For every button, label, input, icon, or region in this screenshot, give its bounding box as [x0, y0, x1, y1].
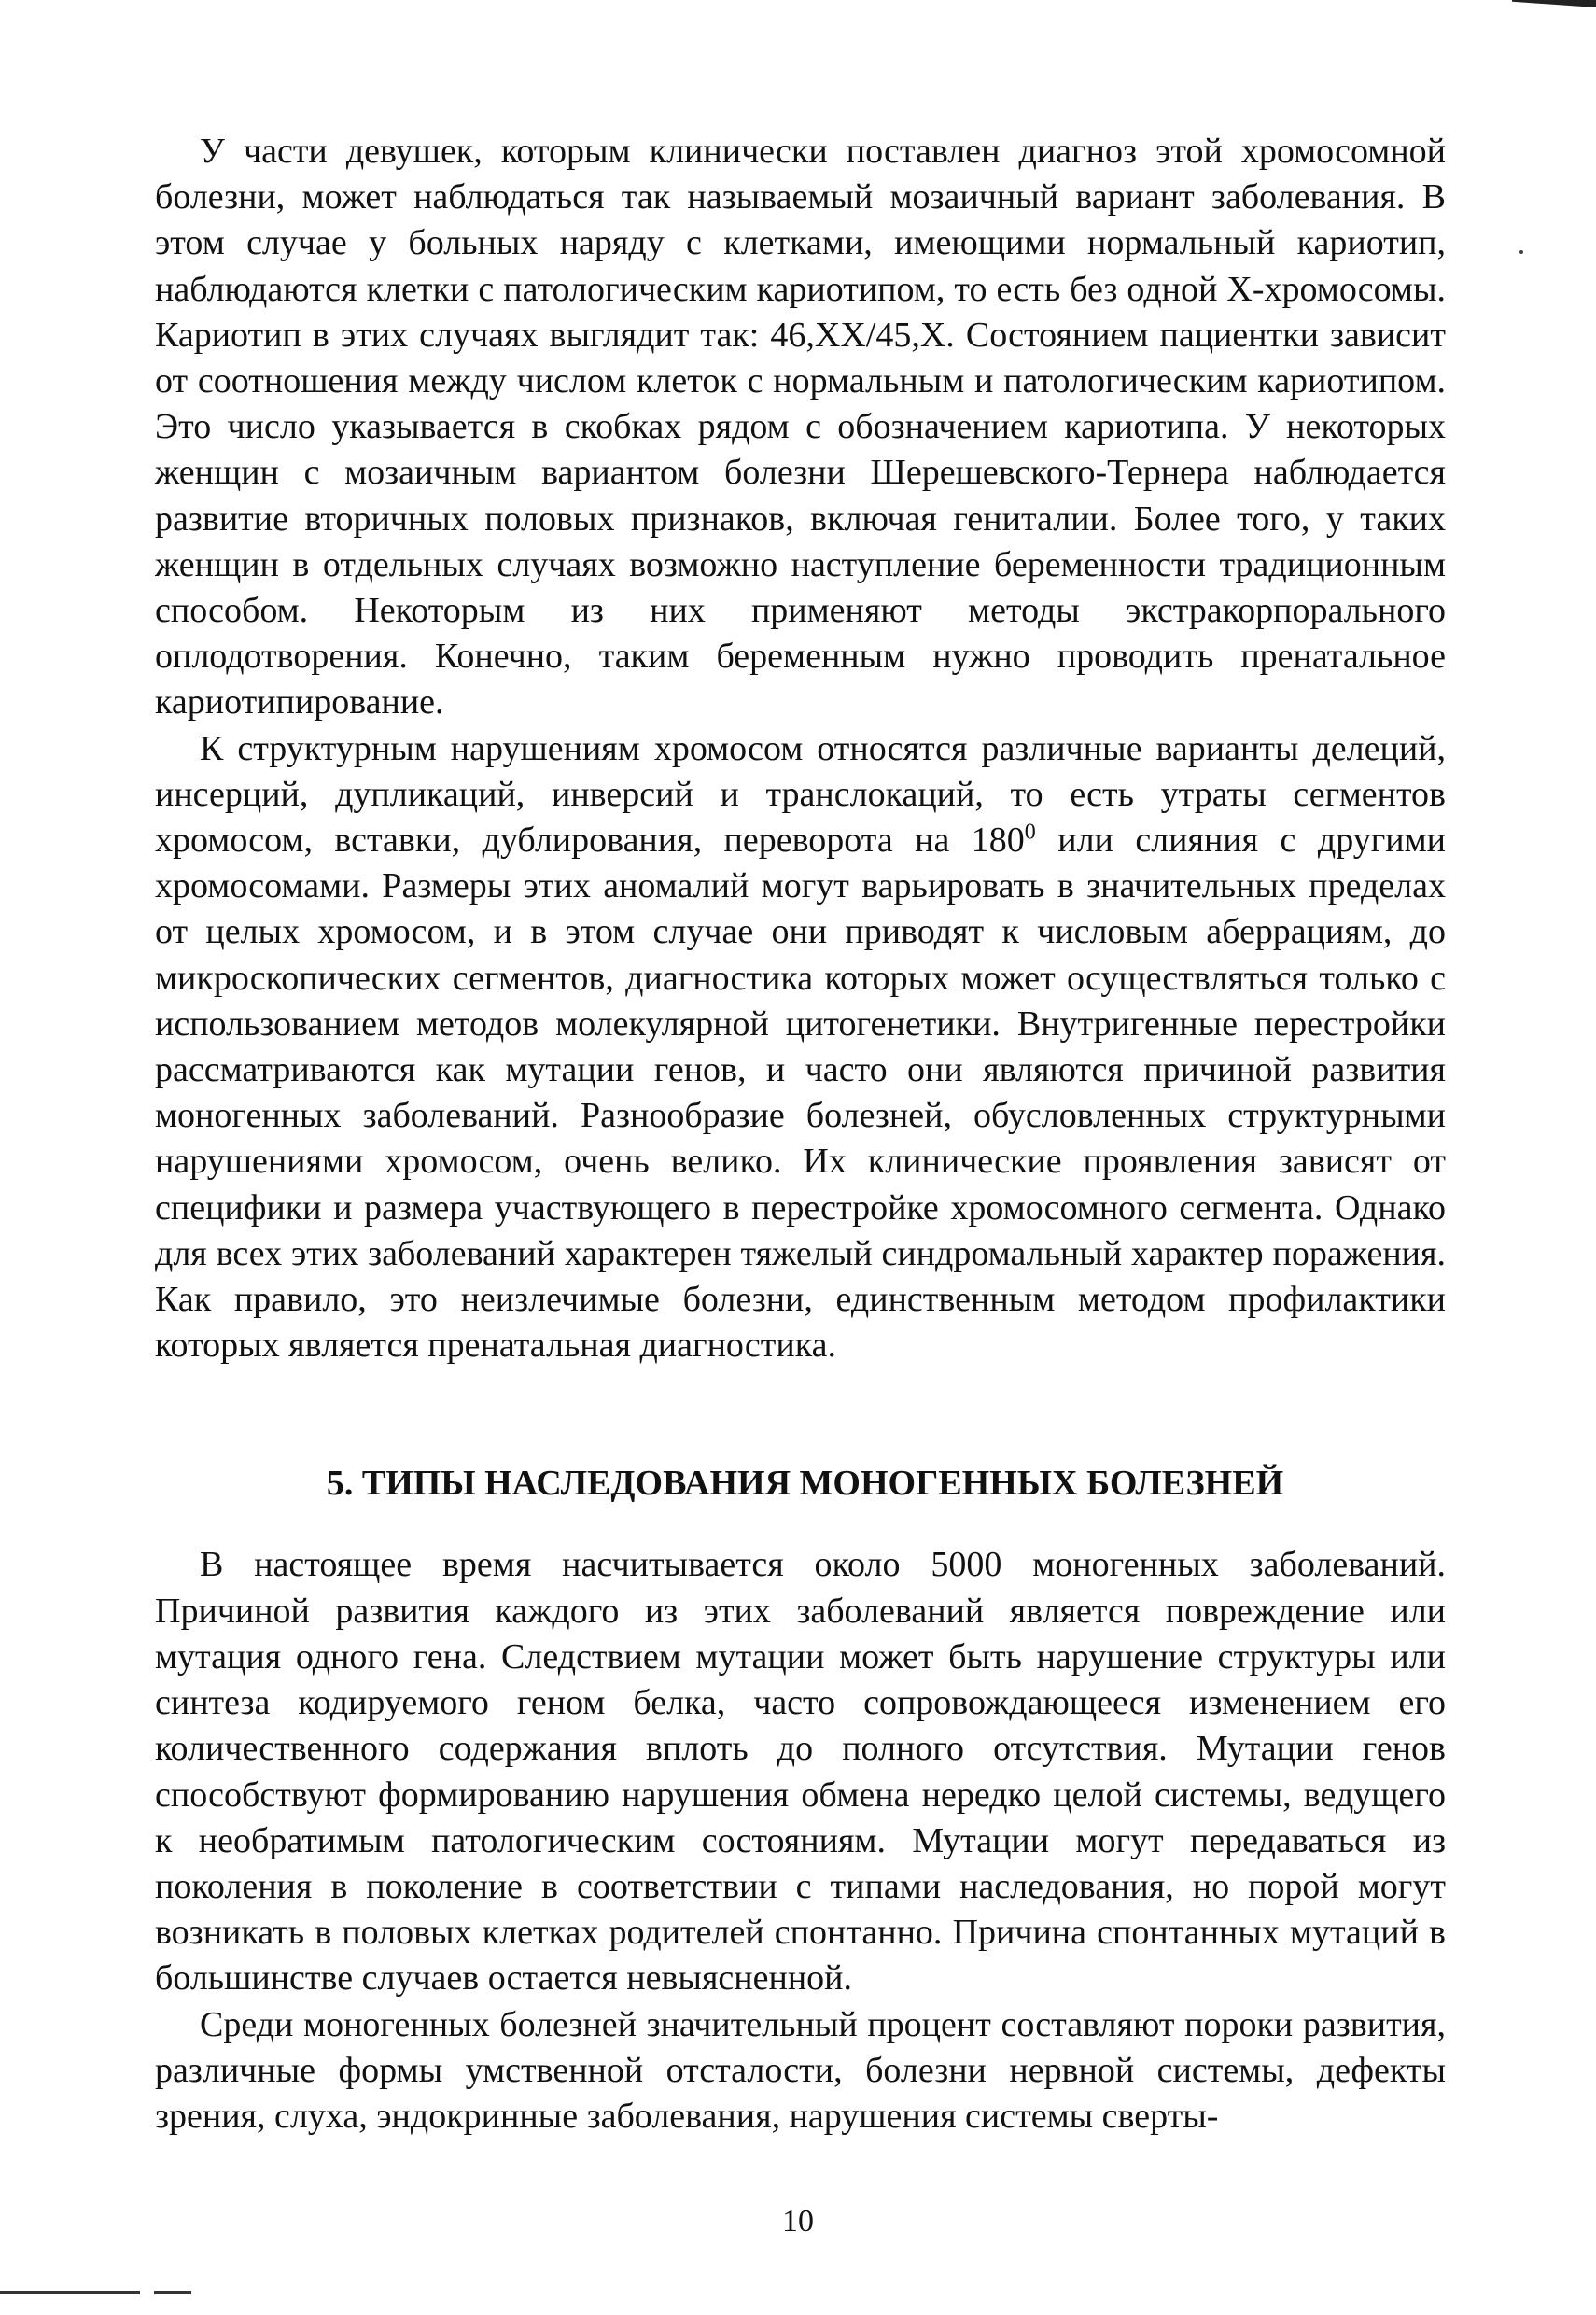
paragraph-mosaic-variant: У части девушек, которым клинически поставлен диагноз этой хромосомной болезни, может наблюдаться так называемый мозаичный вариант заболевания. В этом случае у больных наряду с клетками, имеющими нормальный кариотип, наблюдаются клетки с патологическим кариотипом, то есть без одной Х-хромосомы. Кариотип в этих случаях выглядит так: 46,XX/45,X. Состоянием пациентки зависит от соотношения между числом клеток с нормальным и патологическим кариотипом. Это число указывается в скобках рядом с обозначением кариотипа. У некоторых женщин с мозаичным вариантом болезни Шерешевского-Тернера наблюдается развитие вторичных половых признаков, включая гениталии. Более того, у таких женщин в отдельных случаях возможно наступление беременности традиционным способом. Некоторым из них применяют методы экстракорпорального оплодотворения. Конечно, таким беременным нужно проводить пренатальное кариотипирование.: [155, 132, 1446, 723]
paragraph-structural-text-end: или слияния с другими хромосомами. Размеры этих аномалий могут варьировать в значительных пределах от целых хромосом, и в этом случае они приводят к числовым аберрациям, до микроскопических сегментов, диагностика которых может осуществляться только с использованием методов молекулярной цитогенетики. Внутригенные перестройки рассматриваются как мутации генов, и часто они являются причиной развития моногенных заболеваний. Разнообразие болезней, обусловленных структурными нарушениями хромосом, очень велико. Их клинические проявления зависят от специфики и размера участвующего в перестройке хромосомного сегмента. Однако для всех этих заболеваний характерен тяжелый синдромальный характер поражения. Как правило, это неизлечимые болезни, единственным методом профилактики которых является пренатальная диагностика.: [155, 821, 1446, 1366]
page-body: [155, 129, 1446, 2140]
paragraph-structural-disorders: [155, 726, 1446, 1369]
degree-superscript: 0: [1024, 820, 1036, 845]
page-number: 10: [782, 2204, 814, 2238]
paragraph-structural-text-start: К структурным нарушениям хромосом относятся различные варианты делеций, инсерций, дупликаций, инверсий и транслокаций, то есть утраты сегментов хромосом, вставки, дублирования, переворота на 180: [155, 728, 1446, 861]
scan-border-mark: [1512, 0, 1596, 7]
section-heading: 5. ТИПЫ НАСЛЕДОВАНИЯ МОНОГЕННЫХ БОЛЕЗНЕЙ: [326, 1464, 1284, 1504]
paragraph-monogenic-types: Среди моногенных болезней значительный процент составляют пороки развития, различные формы умственной отсталости, болезни нервной системы, дефекты зрения, слуха, эндокринные заболевания, нарушения системы сверты-: [155, 2004, 1446, 2136]
scan-border-mark-bottom-2: [154, 2291, 191, 2294]
paragraph-monogenic-count: В настоящее время насчитывается около 5000 моногенных заболеваний. Причиной развития каждого из этих заболеваний является повреждение или мутация одного гена. Следствием мутации может быть нарушение структуры или синтеза кодируемого геном белка, часто сопровождающееся изменением его количественного содержания вплоть до полного отсутствия. Мутации генов способствуют формированию нарушения обмена нередко целой системы, ведущего к необратимым патологическим состояниям. Мутации могут передаваться из поколения в поколение в соответствии с типами наследования, но порой могут возникать в половых клетках родителей спонтанно. Причина спонтанных мутаций в большинстве случаев остается невыясненной.: [155, 1545, 1446, 1999]
scan-speck: [1519, 250, 1523, 254]
scan-border-mark-bottom: [0, 2291, 140, 2294]
